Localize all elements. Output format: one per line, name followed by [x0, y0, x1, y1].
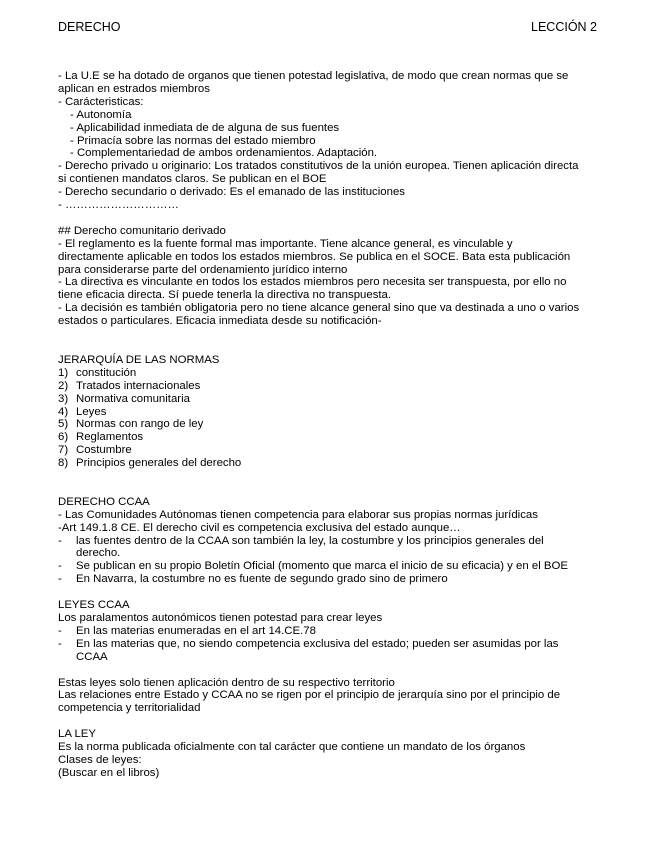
item-number: 3) — [58, 392, 69, 405]
item-number: 4) — [58, 405, 69, 418]
intro-line: - Derecho secundario o derivado: Es el emanado de las instituciones — [58, 186, 405, 199]
leyes-ccaa-bullet — [58, 625, 603, 638]
item-text: Costumbre — [76, 444, 132, 457]
la-ley-line: Clases de leyes: — [58, 753, 142, 766]
derived-line: estados o particulares. Eficacia inmediata desde su notificación- — [58, 315, 382, 328]
derived-line: tiene eficacia directa. Sí puede tenerla la directiva no transpuesta. — [58, 289, 392, 302]
item-number: 1) — [58, 366, 69, 379]
item-number: 6) — [58, 431, 69, 444]
hierarchy-item — [58, 418, 603, 431]
section-title-derived: ## Derecho comunitario derivado — [58, 224, 226, 237]
bullet-continuation: derecho. — [76, 547, 121, 560]
section-title-leyes-ccaa: LEYES CCAA — [58, 599, 130, 612]
dash-marker: - — [58, 573, 62, 586]
bullet-text: En Navarra, la costumbre no es fuente de segundo grado sino de primero — [76, 573, 448, 586]
bullet-text: En las materias enumeradas en el art 14.CE.78 — [76, 624, 316, 637]
territorial-line: Las relaciones entre Estado y CCAA no se rigen por el principio de jerarquía sino por el principio de — [58, 689, 561, 702]
bullet-text: En las materias que, no siendo competencia exclusiva del estado; pueden ser asumidas por las — [76, 637, 559, 650]
leyes-ccaa-bullet — [58, 638, 603, 651]
intro-line: - La U.E se ha dotado de organos que tienen potestad legislativa, de modo que crean normas que se — [58, 70, 569, 82]
bullet-continuation: CCAA — [76, 650, 108, 663]
bullet-text: las fuentes dentro de la CCAA son también la ley, la costumbre y los principios generales del — [76, 534, 544, 547]
hierarchy-item — [58, 367, 603, 380]
characteristic-item: - Autonomía — [70, 108, 132, 121]
derived-line: - La directiva es vinculante en todos los estados miembros pero necesita ser transpuesta, por ello no — [58, 276, 567, 289]
hierarchy-item — [58, 380, 603, 393]
intro-line: - ………………………… — [58, 199, 179, 212]
section-title-la-ley: LA LEY — [58, 728, 96, 741]
hierarchy-item — [58, 393, 603, 406]
intro-line: si contienen mandatos claros. Se publican en el BOE — [58, 173, 327, 186]
derived-line: - El reglamento es la fuente formal mas importante. Tiene alcance general, es vinculable y — [58, 237, 513, 250]
header-subject: DERECHO — [58, 20, 121, 34]
item-text: constitución — [76, 366, 137, 379]
bullet-text: Se publican en su propio Boletín Oficial (momento que marca el inicio de su eficacia) y en el BOE — [76, 560, 568, 573]
ccaa-bullet — [58, 560, 603, 573]
item-text: Tratados internacionales — [76, 379, 201, 392]
ccaa-line: - Las Comunidades Autónomas tienen competencia para elaborar sus propias normas jurídicas — [58, 508, 538, 521]
characteristic-item: - Primacía sobre las normas del estado miembro — [70, 134, 316, 147]
dash-marker: - — [58, 637, 62, 650]
hierarchy-item — [58, 406, 603, 419]
derived-line: para considerarse parte del ordenamiento jurídico interno — [58, 263, 348, 276]
ccaa-bullet — [58, 573, 603, 586]
section-title-hierarchy: JERARQUÍA DE LAS NORMAS — [58, 353, 220, 366]
hierarchy-item — [58, 431, 603, 444]
derived-line: - La decisión es también obligatoria pero no tiene alcance general sino que va destinada a uno o varios — [58, 302, 580, 315]
item-text: Reglamentos — [76, 431, 144, 444]
hierarchy-item — [58, 457, 603, 470]
item-number: 8) — [58, 457, 69, 470]
item-number: 7) — [58, 444, 69, 457]
characteristic-item: - Complementariedad de ambos ordenamientos. Adaptación. — [70, 147, 378, 160]
ccaa-line: -Art 149.1.8 CE. El derecho civil es competencia exclusiva del estado aunque… — [58, 521, 461, 534]
intro-line: aplican en estrados miembros — [58, 82, 210, 95]
la-ley-line: Es la norma publicada oficialmente con tal carácter que contiene un mandato de los órganos — [58, 741, 526, 754]
intro-line: - Derecho privado u originario: Los tratados constitutivos de la unión europea. Tienen aplicación directa — [58, 160, 579, 173]
item-number: 2) — [58, 379, 69, 392]
dash-marker: - — [58, 534, 62, 547]
dash-marker: - — [58, 624, 62, 637]
leyes-ccaa-line: Los paralamentos autonómicos tienen potestad para crear leyes — [58, 612, 383, 624]
item-text: Leyes — [76, 405, 107, 418]
item-text: Principios generales del derecho — [76, 457, 242, 470]
la-ley-line: (Buscar en el libros) — [58, 766, 160, 779]
territorial-line: competencia y territorialidad — [58, 702, 201, 715]
item-number: 5) — [58, 418, 69, 431]
item-text: Normas con rango de ley — [76, 418, 204, 431]
section-title-ccaa: DERECHO CCAA — [58, 495, 150, 508]
intro-line: - Carácteristicas: — [58, 95, 144, 108]
hierarchy-item — [58, 444, 603, 457]
document-body — [58, 70, 603, 780]
header-lesson: LECCIÓN 2 — [531, 20, 597, 34]
dash-marker: - — [58, 560, 62, 573]
characteristic-item: - Aplicabilidad inmediata de de alguna de sus fuentes — [70, 121, 340, 134]
item-text: Normativa comunitaria — [76, 392, 190, 405]
ccaa-bullet — [58, 535, 603, 548]
territorial-line: Estas leyes solo tienen aplicación dentro de su respectivo territorio — [58, 676, 395, 689]
derived-line: directamente aplicable en todos los estados miembros. Se publica en el SOCE. Bata esta publicación — [58, 250, 571, 263]
